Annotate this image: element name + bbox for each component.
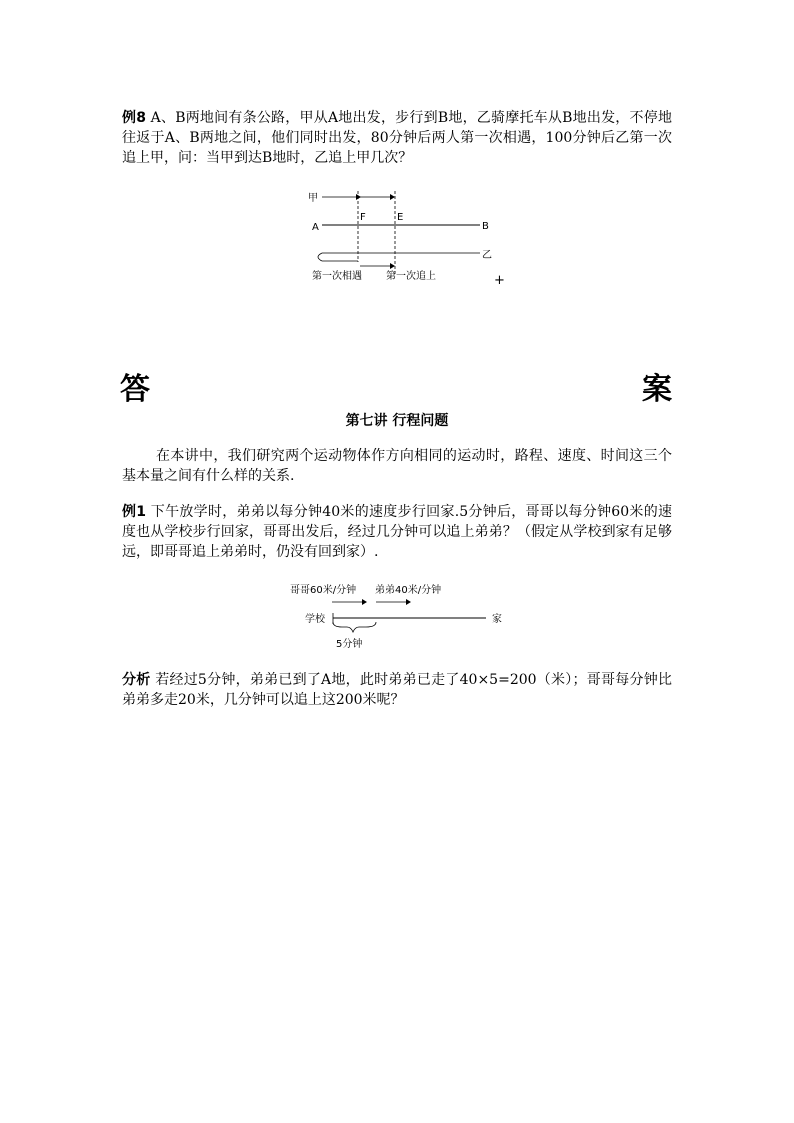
analysis-text: 若经过5分钟，弟弟已到了A地，此时弟弟已走了40×5=200（米）；哥哥每分钟比弟弟多走20米，几分钟可以追上这200米呢？	[122, 672, 673, 708]
younger-speed-label: 弟弟40米/分钟	[375, 585, 442, 596]
intro-paragraph: 在本讲中，我们研究两个运动物体作方向相同的运动时，路程、速度、时间这三个基本量之间有什么样的关系.	[122, 448, 672, 484]
home-label: 家	[492, 614, 502, 625]
example-1	[122, 502, 672, 562]
lecture-title: 第七讲 行程问题	[345, 413, 449, 429]
example-8-label: 例8	[122, 110, 146, 126]
jia-arrowhead-2	[390, 194, 395, 200]
point-b-label: B	[482, 221, 489, 232]
five-minute-brace	[333, 622, 376, 632]
example-8-diagram	[300, 186, 510, 282]
first-meet-label: 第一次相遇	[312, 271, 362, 282]
point-f-label: F	[360, 212, 366, 223]
example-1-text: 下午放学时，弟弟以每分钟40米的速度步行回家.5分钟后，哥哥以每分钟60米的速度也从学校步行回家，哥哥出发后，经过几分钟可以追上弟弟？（假定从学校到家有足够远，即哥哥追上弟弟时，仍没有回到家）.	[122, 504, 673, 560]
example-1-diagram	[290, 580, 520, 655]
answer-heading-right: 案	[642, 372, 672, 407]
example-8	[122, 108, 672, 168]
school-label: 学校	[305, 614, 325, 625]
brother-speed-label: 哥哥60米/分钟	[290, 585, 357, 596]
younger-arrowhead	[406, 599, 411, 605]
catch-arrowhead	[390, 263, 395, 269]
first-catch-label: 第一次追上	[386, 271, 436, 282]
yi-label: 乙	[482, 250, 492, 261]
point-e-label: E	[397, 212, 404, 223]
analysis	[122, 670, 672, 710]
cursor-crosshair-icon: +	[494, 273, 505, 288]
example-1-label: 例1	[122, 504, 147, 520]
example-8-text: A、B两地间有条公路，甲从A地出发，步行到B地，乙骑摩托车从B地出发，不停地往返于A、B两地之间，他们同时出发，80分钟后两人第一次相遇，100分钟后乙第一次追上甲，问：当甲到达B地时，乙追上甲几次？	[122, 110, 672, 166]
five-minute-label: 5分钟	[336, 639, 363, 650]
analysis-label: 分析	[122, 672, 151, 688]
jia-label: 甲	[308, 193, 318, 204]
brother-arrowhead	[362, 599, 367, 605]
point-a-label: A	[312, 222, 319, 233]
answer-heading-left: 答	[120, 372, 150, 407]
yi-turn	[318, 253, 322, 261]
